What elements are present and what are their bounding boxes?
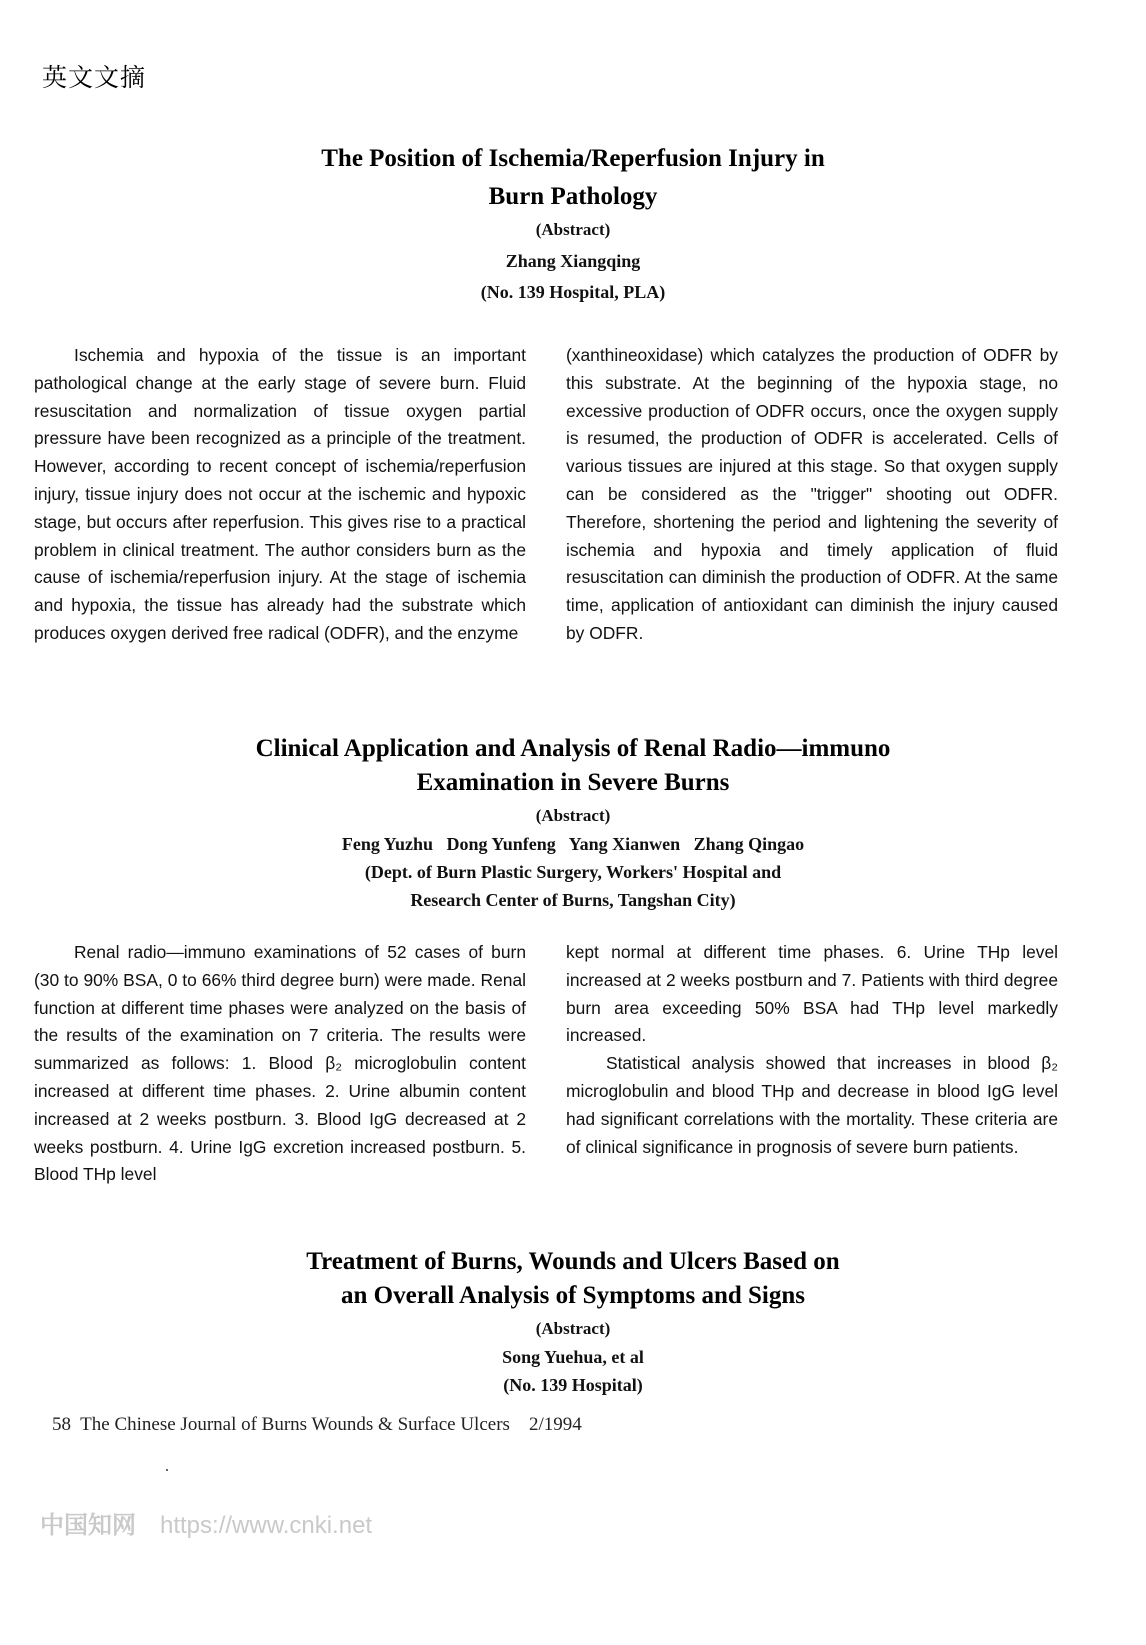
article-3 <box>0 1243 1146 1399</box>
article-header <box>0 140 1146 306</box>
article-1-body <box>34 342 1058 648</box>
article-affiliation: (Dept. of Burn Plastic Surgery, Workers' Hospital and <box>364 862 782 882</box>
article-header <box>0 730 1146 914</box>
article-1-column-left <box>34 342 526 648</box>
article-1 <box>0 140 1146 306</box>
page-footer <box>52 1414 582 1436</box>
article-affiliation: (No. 139 Hospital) <box>503 1375 643 1395</box>
journal-issue: 2/1994 <box>528 1414 582 1435</box>
cnki-watermark <box>40 1505 372 1540</box>
article-affiliation-cont: Research Center of Burns, Tangshan City) <box>410 890 736 910</box>
paragraph: Renal radio—immuno examinations of 52 cases of burn (30 to 90% BSA, 0 to 66% third degree burn) were made. Renal function at different time phases were analyzed on the basis of the results of the examination on 7 criteria. The results were summarized as follows: 1. Blood β₂ microglobulin content increased at different time phases. 2. Urine albumin content increased at 2 weeks postburn. 3. Blood IgG decreased at 2 weeks postburn. 4. Urine IgG excretion increased postburn. 5. Blood THp level <box>34 942 526 1185</box>
abstract-label: (Abstract) <box>535 806 611 825</box>
section-tag: 英文文摘 <box>42 63 147 92</box>
page-number: 58 <box>52 1414 71 1435</box>
article-1-column-right <box>566 342 1058 648</box>
article-authors: Feng Yuzhu Dong Yunfeng Yang Xianwen Zhang Qingao <box>341 834 805 854</box>
article-title-cont: Burn Pathology <box>488 183 658 210</box>
abstract-label: (Abstract) <box>535 220 611 239</box>
journal-name: The Chinese Journal of Burns Wounds & Surface Ulcers <box>80 1414 510 1435</box>
article-title-cont: Examination in Severe Burns <box>416 769 730 796</box>
paragraph: (xanthineoxidase) which catalyzes the production of ODFR by this substrate. At the beginning of the hypoxia stage, no excessive production of ODFR occurs, once the oxygen supply is resumed, the production of ODFR is accelerated. Cells of various tissues are injured at this stage. So that oxygen supply can be considered as the "trigger" shooting out ODFR. Therefore, shortening the period and lightening the severity of ischemia and hypoxia and timely application of fluid resuscitation can diminish the production of ODFR. At the same time, application of antioxidant can diminish the injury caused by ODFR. <box>566 345 1058 643</box>
article-header <box>0 1243 1146 1399</box>
article-affiliation: (No. 139 Hospital, PLA) <box>480 282 666 302</box>
article-authors: Zhang Xiangqing <box>505 251 641 271</box>
article-2-column-right <box>566 939 1058 1189</box>
article-authors: Song Yuehua, et al <box>502 1347 644 1367</box>
article-title: Clinical Application and Analysis of Renal Radio—immuno <box>255 735 891 762</box>
abstract-label: (Abstract) <box>535 1319 611 1338</box>
article-2-body <box>34 939 1058 1189</box>
paragraph: Ischemia and hypoxia of the tissue is an important pathological change at the early stage of severe burn. Fluid resuscitation and normalization of tissue oxygen partial pressure have been recognized as a principle of the treatment. However, according to recent concept of ischemia/reperfusion injury, tissue injury does not occur at the ischemic and hypoxic stage, but occurs after reperfusion. This gives rise to a practical problem in clinical treatment. The author considers burn as the cause of ischemia/reperfusion injury. At the stage of ischemia and hypoxia, the tissue has already had the substrate which produces oxygen derived free radical (ODFR), and the enzyme <box>34 345 526 643</box>
paragraph: Statistical analysis showed that increases in blood β₂ microglobulin and blood THp and decrease in blood IgG level had significant correlations with the mortality. These criteria are of clinical significance in prognosis of severe burn patients. <box>566 1053 1058 1157</box>
article-2 <box>0 730 1146 914</box>
watermark-url[interactable]: https://www.cnki.net <box>160 1512 373 1539</box>
watermark-brand: 中国知网 <box>40 1511 136 1539</box>
scan-speck <box>166 1469 168 1471</box>
article-2-column-left <box>34 939 526 1189</box>
article-title-cont: an Overall Analysis of Symptoms and Signs <box>341 1282 805 1309</box>
article-title: Treatment of Burns, Wounds and Ulcers Based on <box>306 1248 840 1275</box>
article-title: The Position of Ischemia/Reperfusion Injury in <box>321 145 825 172</box>
paragraph: kept normal at different time phases. 6. Urine THp level increased at 2 weeks postburn and 7. Patients with third degree burn area exceeding 50% BSA had THp level markedly increased. <box>566 942 1058 1046</box>
